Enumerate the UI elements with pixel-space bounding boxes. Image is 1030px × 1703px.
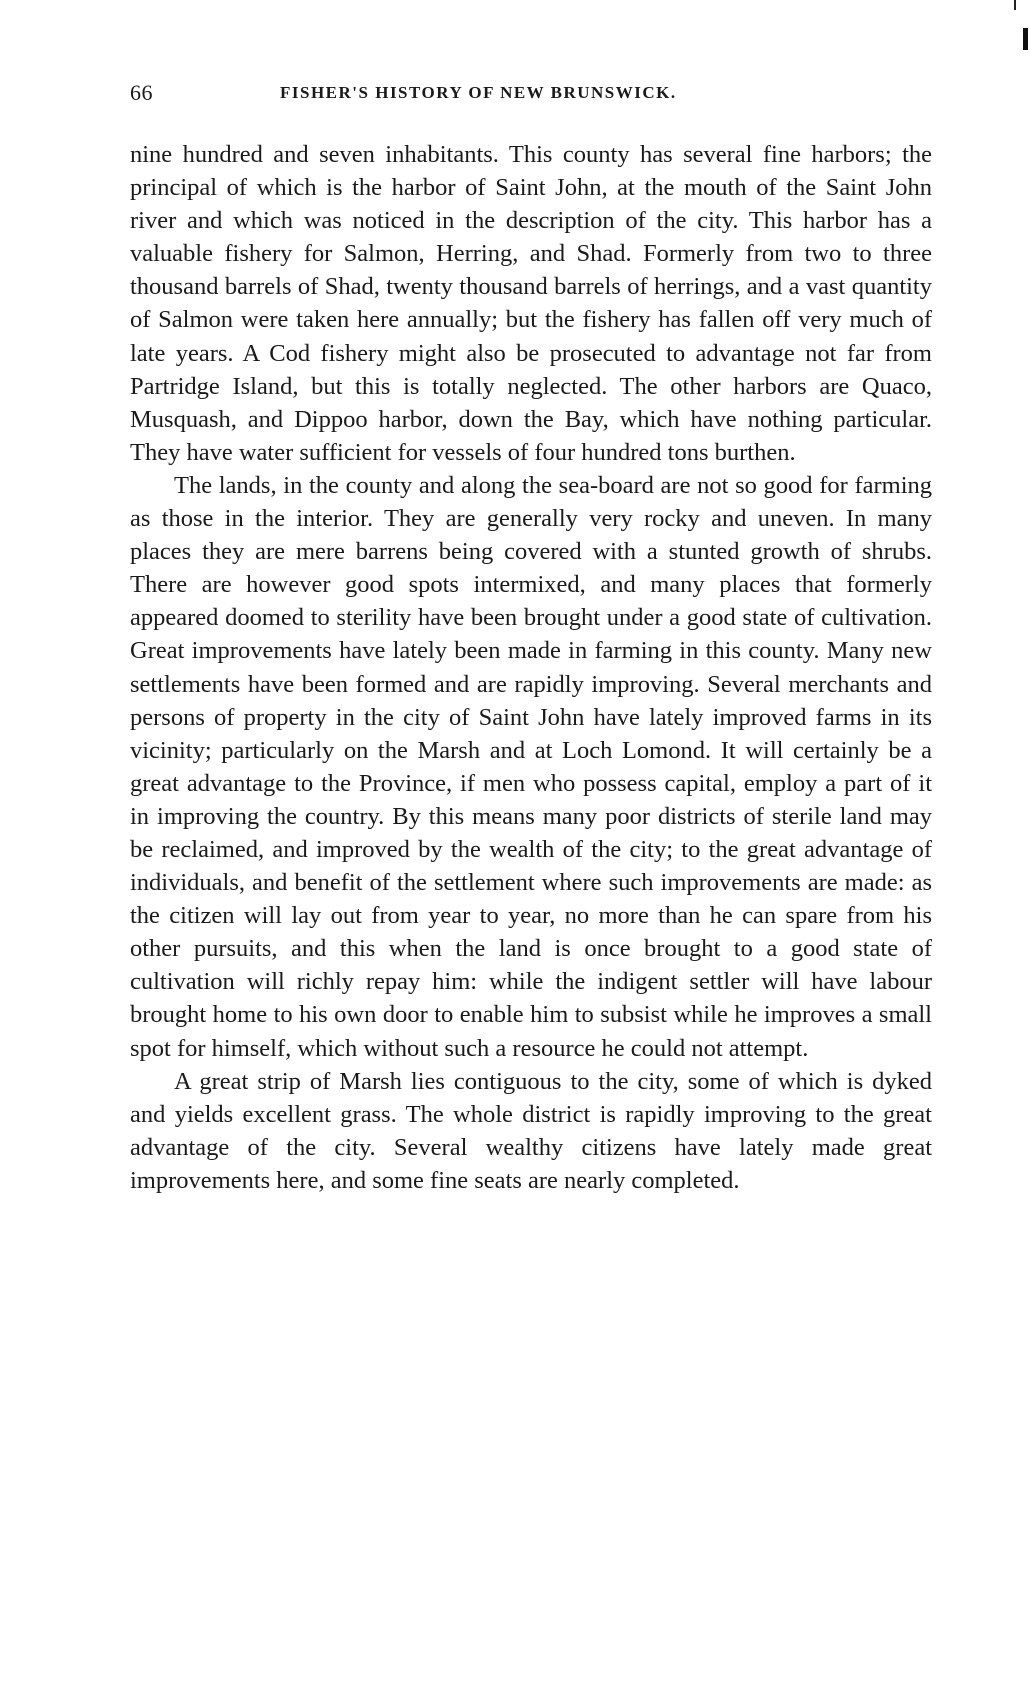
body-text (130, 138, 932, 1197)
scan-edge-block (1023, 28, 1028, 50)
running-title: FISHER'S HISTORY OF NEW BRUNSWICK. (280, 83, 677, 102)
scan-edge-mark (1014, 0, 1016, 10)
paragraph-1: nine hundred and seven inhabitants. This county has several fine harbors; the principal of which is the harbor of Saint John, at the mouth of the Saint John river and which was noticed in the description of the city. This harbor has a valuable fishery for Salmon, Herring, and Shad. Formerly from two to three thousand barrels of Shad, twenty thousand barrels of herrings, and a vast quantity of Salmon were taken here annually; but the fishery has fallen off very much of late years. A Cod fishery might also be prosecuted to advantage not far from Partridge Island, but this is totally neglected. The other harbors are Quaco, Musquash, and Dippoo harbor, down the Bay, which have nothing particular. They have water sufficient for vessels of four hundred tons burthen. (130, 141, 932, 466)
page-number: 66 (130, 80, 153, 105)
paragraph-2: The lands, in the county and along the sea-board are not so good for farming as those in the interior. They are generally very rocky and uneven. In many places they are mere barrens being covered with a stunted growth of shrubs. There are however good spots intermixed, and many places that formerly appeared doomed to sterility have been brought under a good state of cultivation. Great improvements have lately been made in farming in this county. Many new settlements have been formed and are rapidly improving. Several merchants and persons of property in the city of Saint John have lately improved farms in its vicinity; particularly on the Marsh and at Loch Lomond. It will certainly be a great advantage to the Province, if men who possess capital, employ a part of it in improving the country. By this means many poor districts of sterile land may be reclaimed, and improved by the wealth of the city; to the great advantage of individuals, and benefit of the settlement where such improvements are made: as the citizen will lay out from year to year, no more than he can spare from his other pursuits, and this when the land is once brought to a good state of cultivation will richly repay him: while the indigent settler will have labour brought home to his own door to enable him to subsist while he improves a small spot for himself, which without such a resource he could not attempt. (130, 471, 932, 1062)
running-head (130, 80, 930, 110)
paragraph-3: A great strip of Marsh lies contiguous to the city, some of which is dyked and yields excellent grass. The whole district is rapidly improving to the great advantage of the city. Several wealthy citizens have lately made great improvements here, and some fine seats are nearly completed. (130, 1067, 932, 1194)
